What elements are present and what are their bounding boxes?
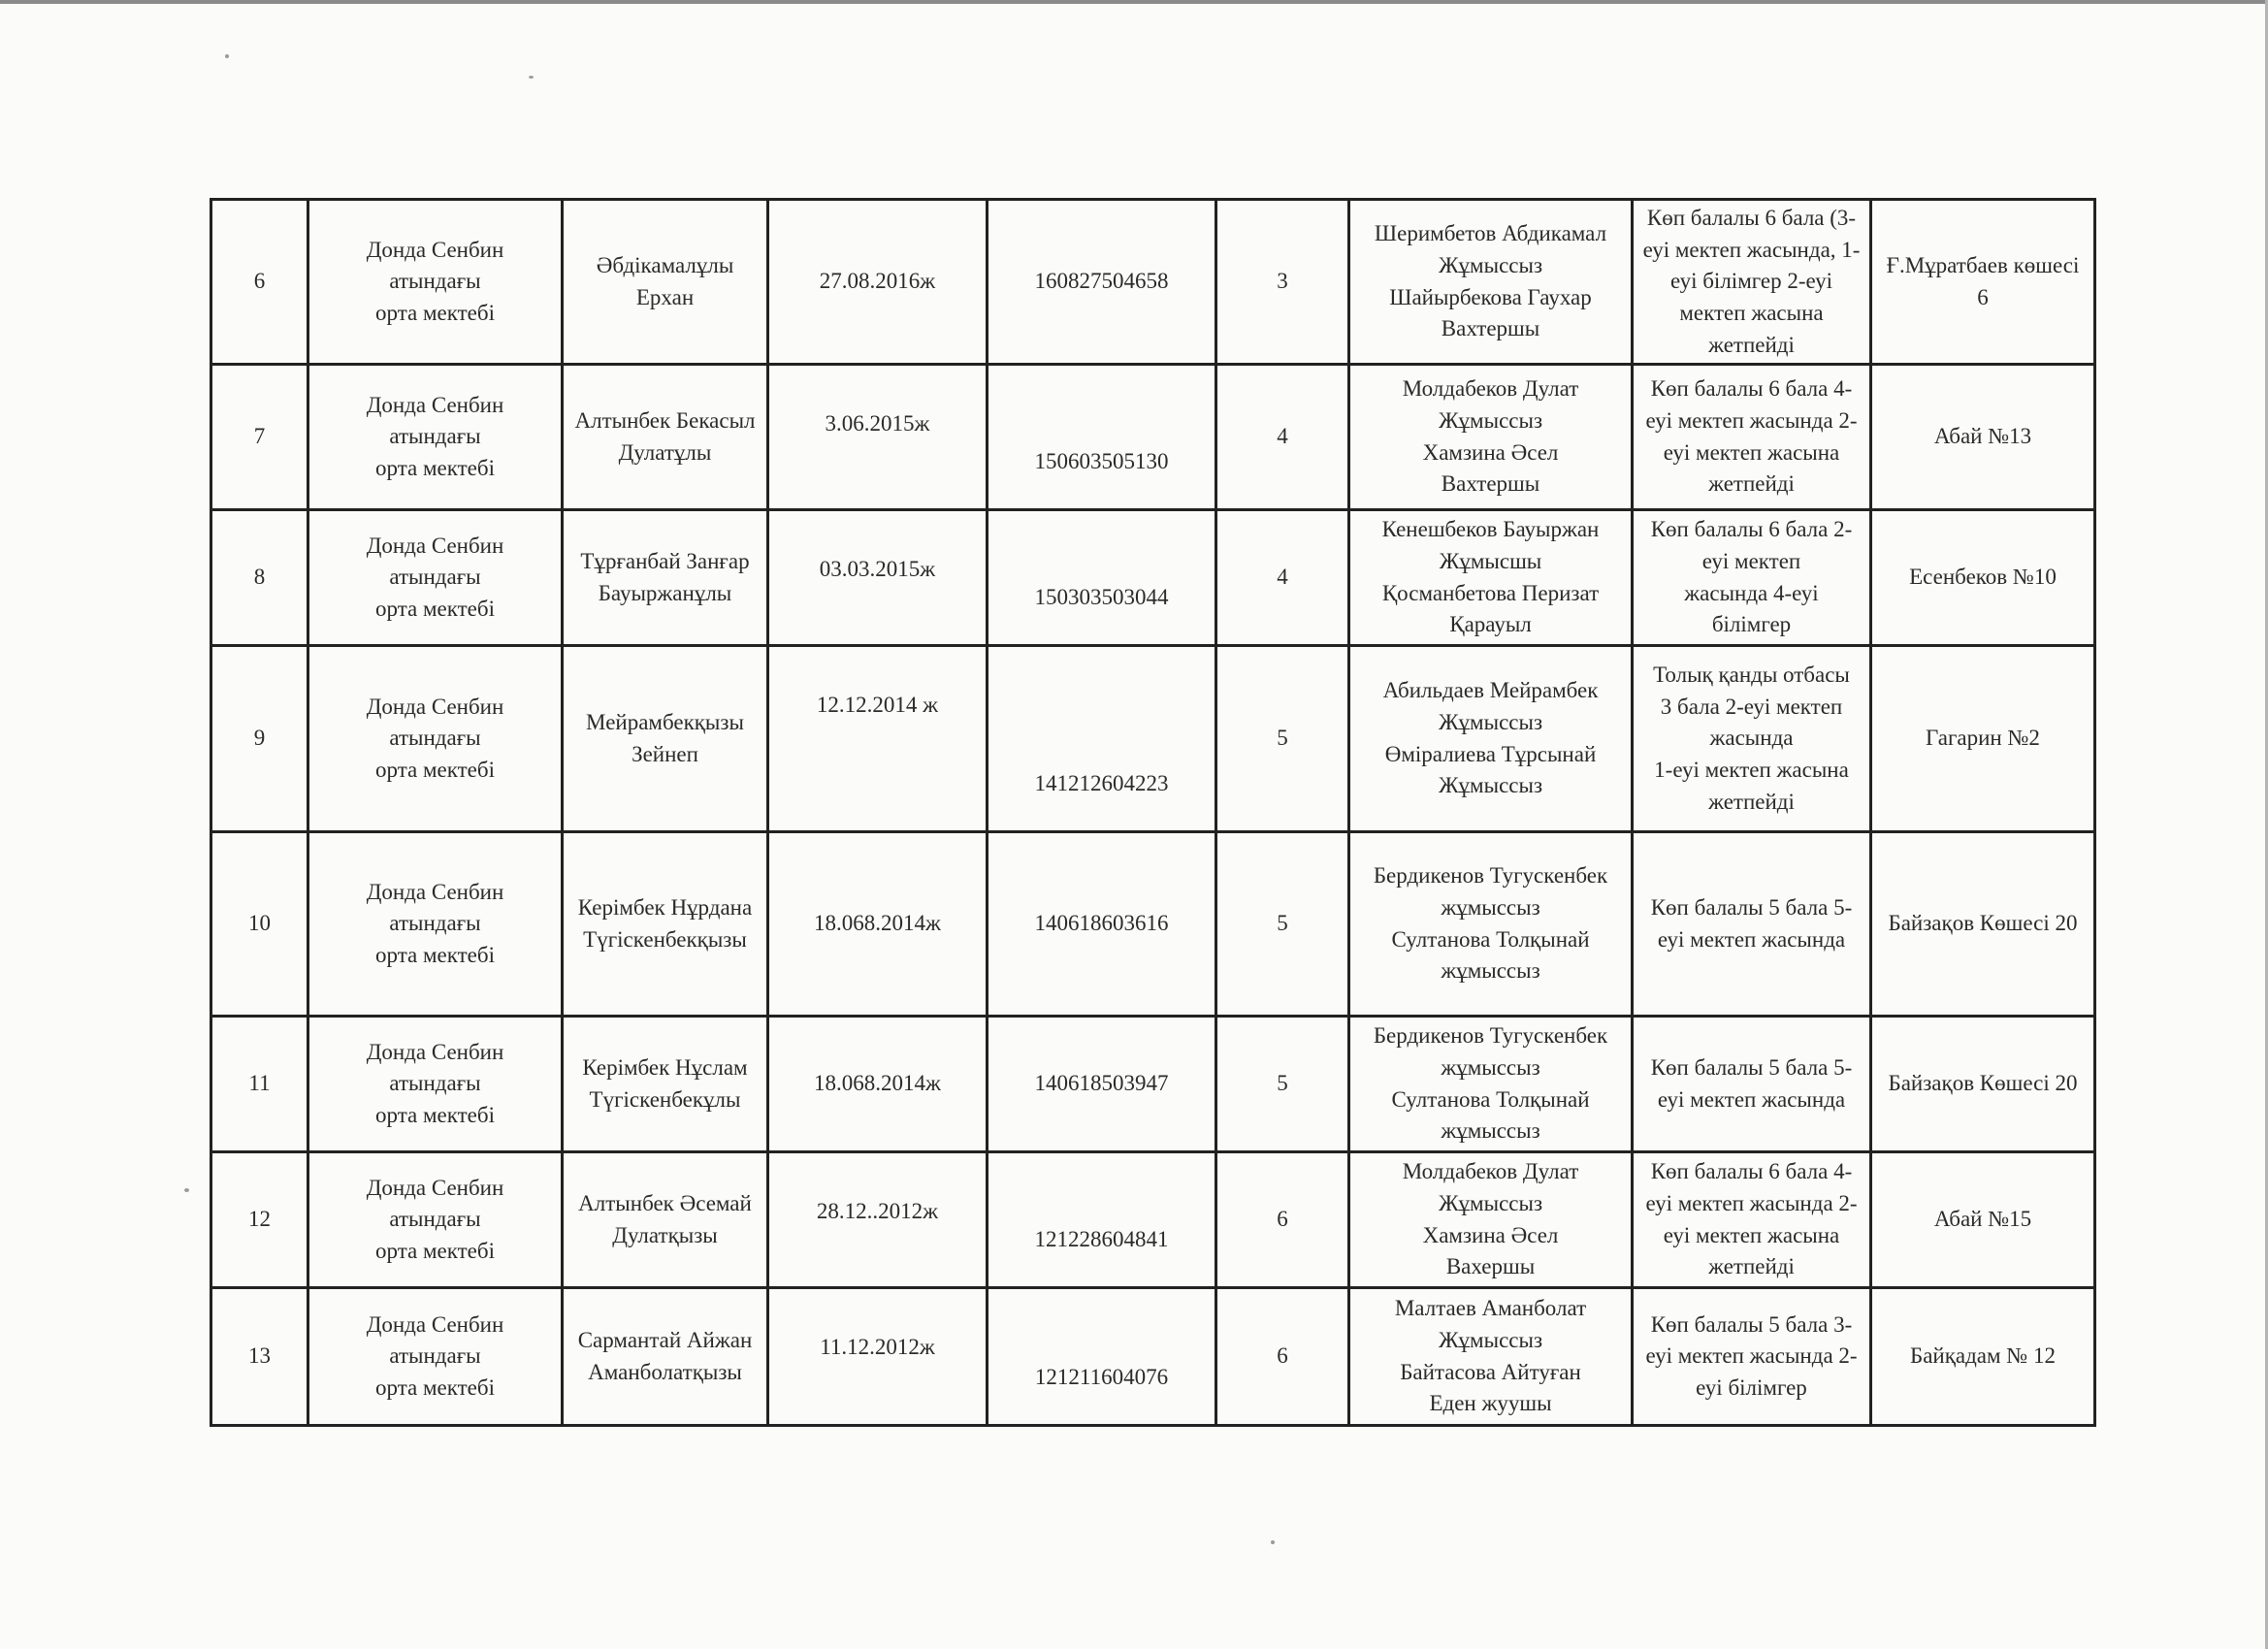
birth-date: 28.12..2012ж — [768, 1152, 988, 1288]
scan-speck — [225, 54, 229, 58]
home-address: Есенбеков №10 — [1871, 510, 2095, 646]
row-number: 11 — [211, 1017, 308, 1152]
children-list-table — [210, 198, 2096, 1427]
family-status: Көп балалы 5 бала 5-еуі мектеп жасында — [1633, 832, 1871, 1017]
table-row — [211, 832, 2095, 1017]
birth-date: 3.06.2015ж — [768, 365, 988, 510]
child-name: Керімбек Нұрдана Түгіскенбекқызы — [563, 832, 768, 1017]
table-row — [211, 1017, 2095, 1152]
child-age: 5 — [1216, 1017, 1349, 1152]
iin-number: 121211604076 — [988, 1288, 1216, 1426]
child-name: Мейрамбекқызы Зейнеп — [563, 646, 768, 832]
birth-date: 12.12.2014 ж — [768, 646, 988, 832]
school-name: Донда Сенбин атындағы орта мектебі — [308, 510, 563, 646]
row-number: 7 — [211, 365, 308, 510]
parents-info: Молдабеков Дулат Жұмыссыз Хамзина Әсел Вахершы — [1349, 1152, 1633, 1288]
child-name: Тұрғанбай Занғар Бауыржанұлы — [563, 510, 768, 646]
birth-date: 18.068.2014ж — [768, 1017, 988, 1152]
row-number: 13 — [211, 1288, 308, 1426]
child-name: Әбдікамалұлы Ерхан — [563, 200, 768, 365]
home-address: Гагарин №2 — [1871, 646, 2095, 832]
school-name: Донда Сенбин атындағы орта мектебі — [308, 200, 563, 365]
child-name: Керімбек Нұслам Түгіскенбекұлы — [563, 1017, 768, 1152]
iin-number: 140618603616 — [988, 832, 1216, 1017]
home-address: Абай №15 — [1871, 1152, 2095, 1288]
home-address: Байзақов Көшесі 20 — [1871, 832, 2095, 1017]
school-name: Донда Сенбин атындағы орта мектебі — [308, 1152, 563, 1288]
home-address: Абай №13 — [1871, 365, 2095, 510]
school-name: Донда Сенбин атындағы орта мектебі — [308, 832, 563, 1017]
family-status: Толық қанды отбасы 3 бала 2-еуі мектеп жасында 1-еуі мектеп жасына жетпейді — [1633, 646, 1871, 832]
table-row — [211, 510, 2095, 646]
iin-number: 160827504658 — [988, 200, 1216, 365]
family-status: Көп балалы 5 бала 3-еуі мектеп жасында 2-еуі білімгер — [1633, 1288, 1871, 1426]
table-row — [211, 646, 2095, 832]
scan-top-edge — [0, 0, 2268, 4]
parents-info: Бердикенов Тугускенбек жұмыссыз Султанова Толқынай жұмыссыз — [1349, 1017, 1633, 1152]
scan-speck — [184, 1188, 189, 1192]
iin-number: 141212604223 — [988, 646, 1216, 832]
row-number: 8 — [211, 510, 308, 646]
scan-speck — [529, 76, 534, 79]
child-age: 4 — [1216, 365, 1349, 510]
home-address: Байзақов Көшесі 20 — [1871, 1017, 2095, 1152]
family-status: Көп балалы 5 бала 5-еуі мектеп жасында — [1633, 1017, 1871, 1152]
school-name: Донда Сенбин атындағы орта мектебі — [308, 1017, 563, 1152]
table-row — [211, 1152, 2095, 1288]
table-row — [211, 200, 2095, 365]
family-status: Көп балалы 6 бала (3-еуі мектеп жасында, 1-еуі білімгер 2-еуі мектеп жасына жетпейді — [1633, 200, 1871, 365]
child-name: Алтынбек Әсемай Дулатқызы — [563, 1152, 768, 1288]
child-age: 4 — [1216, 510, 1349, 646]
parents-info: Малтаев Аманболат Жұмыссыз Байтасова Айтуған Еден жуушы — [1349, 1288, 1633, 1426]
row-number: 12 — [211, 1152, 308, 1288]
child-age: 5 — [1216, 646, 1349, 832]
iin-number: 150603505130 — [988, 365, 1216, 510]
row-number: 10 — [211, 832, 308, 1017]
birth-date: 11.12.2012ж — [768, 1288, 988, 1426]
child-age: 3 — [1216, 200, 1349, 365]
child-age: 6 — [1216, 1288, 1349, 1426]
school-name: Донда Сенбин атындағы орта мектебі — [308, 1288, 563, 1426]
child-name: Сармантай Айжан Аманболатқызы — [563, 1288, 768, 1426]
parents-info: Кенешбеков Бауыржан Жұмысшы Қосманбетова Перизат Қарауыл — [1349, 510, 1633, 646]
birth-date: 27.08.2016ж — [768, 200, 988, 365]
iin-number: 121228604841 — [988, 1152, 1216, 1288]
parents-info: Абильдаев Мейрамбек Жұмыссыз Өміралиева Тұрсынай Жұмыссыз — [1349, 646, 1633, 832]
school-name: Донда Сенбин атындағы орта мектебі — [308, 365, 563, 510]
home-address: Ғ.Мұратбаев көшесі 6 — [1871, 200, 2095, 365]
scan-speck — [1271, 1540, 1275, 1544]
family-status: Көп балалы 6 бала 2-еуі мектеп жасында 4-еуі білімгер — [1633, 510, 1871, 646]
parents-info: Бердикенов Тугускенбек жұмыссыз Султанова Толқынай жұмыссыз — [1349, 832, 1633, 1017]
birth-date: 18.068.2014ж — [768, 832, 988, 1017]
parents-info: Молдабеков Дулат Жұмыссыз Хамзина Әсел Вахтершы — [1349, 365, 1633, 510]
child-age: 5 — [1216, 832, 1349, 1017]
home-address: Байқадам № 12 — [1871, 1288, 2095, 1426]
birth-date: 03.03.2015ж — [768, 510, 988, 646]
school-name: Донда Сенбин атындағы орта мектебі — [308, 646, 563, 832]
table-row — [211, 1288, 2095, 1426]
iin-number: 150303503044 — [988, 510, 1216, 646]
child-age: 6 — [1216, 1152, 1349, 1288]
parents-info: Шеримбетов Абдикамал Жұмыссыз Шайырбекова Гаухар Вахтершы — [1349, 200, 1633, 365]
row-number: 9 — [211, 646, 308, 832]
family-status: Көп балалы 6 бала 4-еуі мектеп жасында 2-еуі мектеп жасына жетпейді — [1633, 1152, 1871, 1288]
table-row — [211, 365, 2095, 510]
row-number: 6 — [211, 200, 308, 365]
iin-number: 140618503947 — [988, 1017, 1216, 1152]
family-status: Көп балалы 6 бала 4-еуі мектеп жасында 2-еуі мектеп жасына жетпейді — [1633, 365, 1871, 510]
child-name: Алтынбек Бекасыл Дулатұлы — [563, 365, 768, 510]
